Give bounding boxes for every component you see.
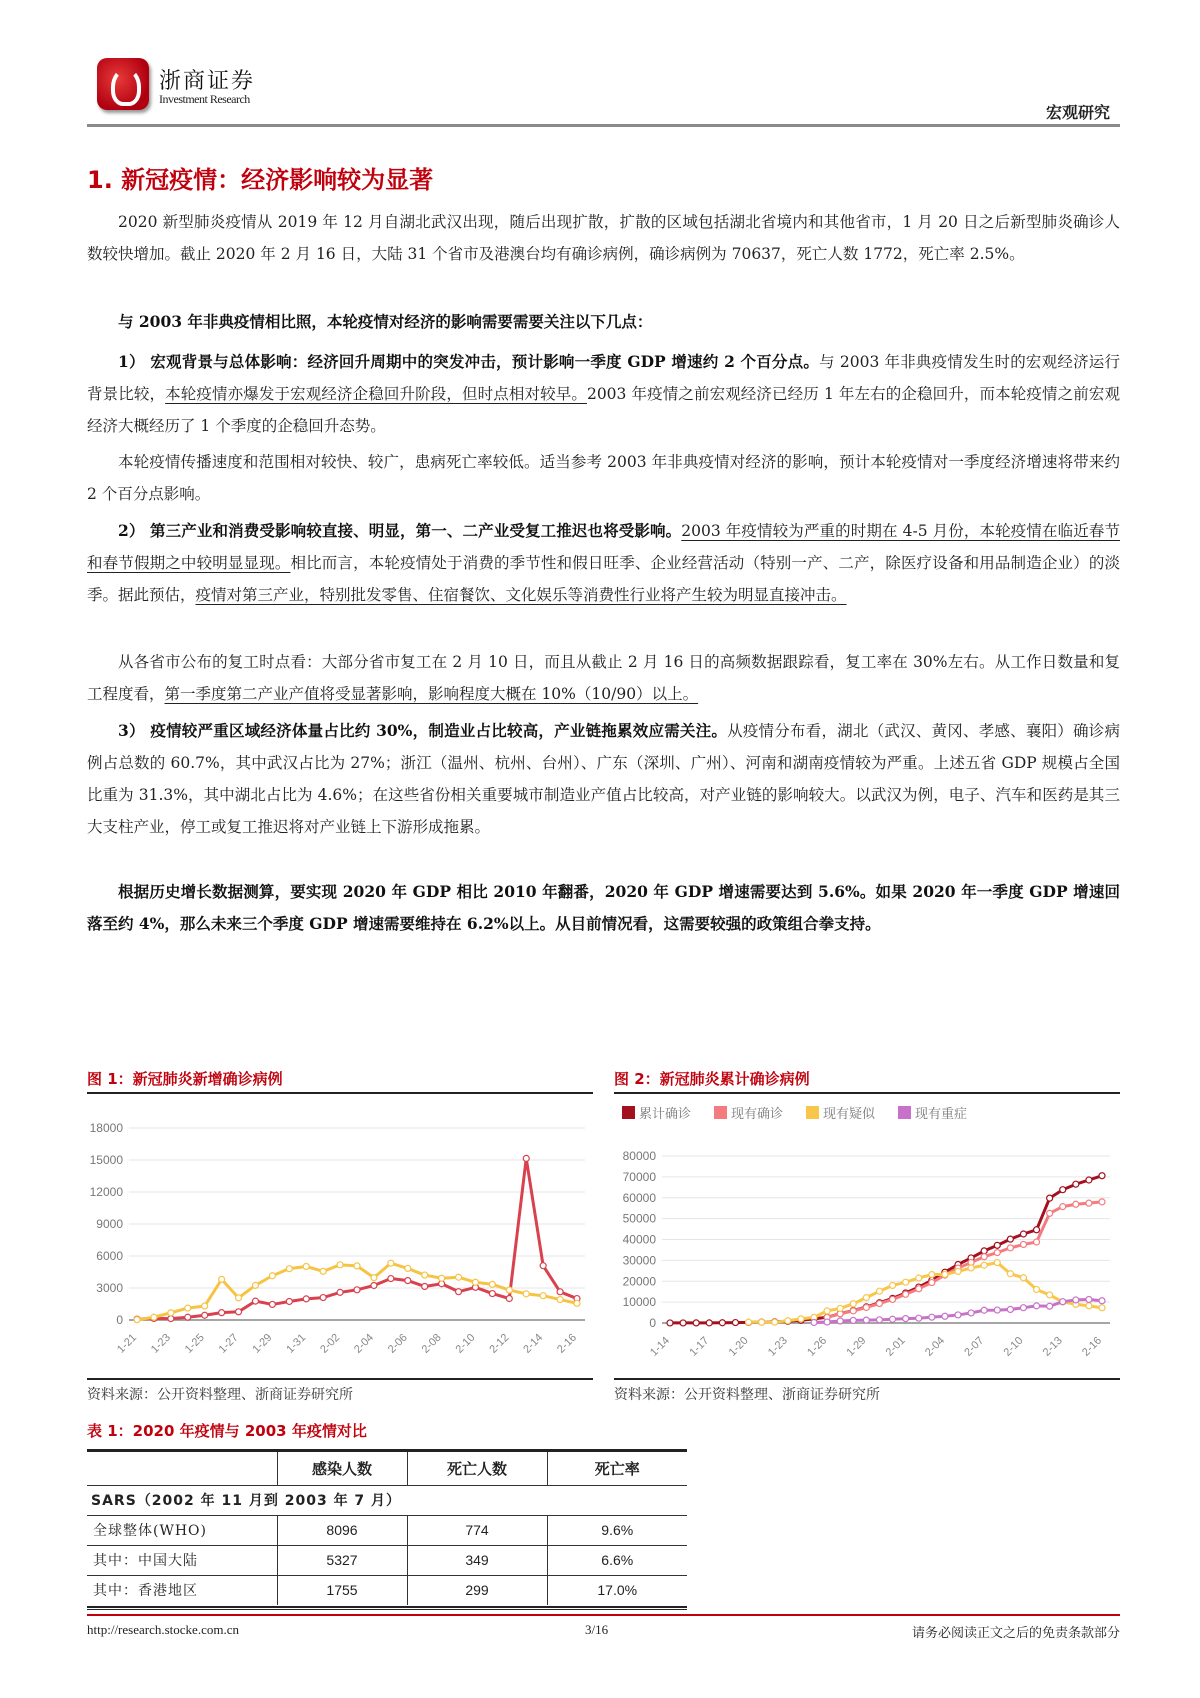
footer-divider	[87, 1614, 1120, 1616]
data-point	[1099, 1305, 1105, 1311]
data-point	[523, 1291, 529, 1297]
brand-name-en: Investment Research	[159, 92, 250, 106]
data-point	[1007, 1236, 1013, 1242]
paragraph-point-3	[87, 715, 1120, 843]
data-point	[1099, 1199, 1105, 1205]
data-point	[269, 1301, 275, 1307]
footer-url-link[interactable]: http://research.stocke.com.cn	[87, 1622, 239, 1637]
x-tick-label: 2-07	[962, 1334, 987, 1359]
data-point	[968, 1310, 974, 1316]
data-point	[439, 1275, 445, 1281]
data-point	[252, 1282, 258, 1288]
y-tick-label: 15000	[89, 1153, 123, 1167]
y-tick-label: 9000	[96, 1217, 123, 1231]
data-point	[523, 1155, 529, 1161]
data-point	[981, 1254, 987, 1260]
data-point	[850, 1308, 856, 1314]
point-3-heading: 3） 疫情较严重区域经济体量占比约 30%，制造业占比较高，产业链拖累效应需关注。	[118, 721, 728, 740]
x-tick-label: 1-17	[687, 1334, 712, 1359]
data-point	[667, 1320, 673, 1326]
data-point	[489, 1291, 495, 1297]
y-tick-label: 30000	[622, 1253, 656, 1268]
y-tick-label: 10000	[622, 1295, 656, 1310]
text: 从各省市公布的复工时点看：大部分省市复工在 2 月 10 日，而且从截止 2 月 16 日的高频数据跟踪看，复工率在 30%左右。从工作日数量和复工程度看，	[87, 653, 1120, 703]
data-point	[151, 1314, 157, 1320]
data-point	[506, 1287, 512, 1293]
data-point	[286, 1266, 292, 1272]
y-tick-label: 0	[116, 1313, 123, 1327]
bold-text: 根据历史增长数据测算，要实现 2020 年 GDP 相比 2010 年翻番，2020 年 GDP 增速需要达到 5.6%。如果 2020 年一季度 GDP 增速回落至约 4%，那么未来三个季度 GDP 增速需要维持在 6.2%以上。从目前情况看，这需要较强的政策组合拳支持。	[87, 882, 1120, 933]
data-point	[405, 1265, 411, 1271]
paragraph-point-1-detail: 本轮疫情传播速度和范围相对较快、较广，患病死亡率较低。适当参考 2003 年非典疫情对经济的影响，预计本轮疫情对一季度经济增速将带来约 2 个百分点影响。	[87, 453, 1120, 503]
data-point	[371, 1275, 377, 1281]
header-divider	[87, 124, 1120, 127]
data-point	[354, 1263, 360, 1269]
legend-label: 累计确诊	[639, 1107, 692, 1122]
table-row	[87, 1515, 687, 1545]
data-point	[1034, 1286, 1040, 1292]
data-point	[981, 1248, 987, 1254]
data-point	[916, 1275, 922, 1281]
table-row	[87, 1545, 687, 1575]
x-tick-label: 2-04	[922, 1334, 948, 1359]
section-tag: 宏观研究	[1045, 103, 1110, 122]
x-tick-label: 1-23	[765, 1334, 790, 1359]
legend-swatch	[806, 1106, 819, 1119]
legend-swatch	[622, 1106, 635, 1119]
legend-label: 现有确诊	[731, 1107, 784, 1122]
chart-new-confirmed-cases	[87, 1098, 593, 1378]
paragraph-comparison-lead	[87, 306, 1120, 338]
data-point	[472, 1279, 478, 1285]
table-group-label: SARS（2002 年 11 月到 2003 年 7 月）	[87, 1485, 687, 1515]
figure-2-source: 资料来源：公开资料整理、浙商证券研究所	[614, 1387, 880, 1403]
figure-1-rule	[87, 1092, 593, 1094]
data-point	[1086, 1303, 1092, 1309]
data-point	[236, 1295, 242, 1301]
data-point	[1034, 1303, 1040, 1309]
data-point	[1073, 1181, 1079, 1187]
table-cell: 其中：中国大陆	[87, 1545, 277, 1575]
underlined-text: 疫情对第三产业，特别批发零售、住宿餐饮、文化娱乐等消费性行业将产生较为明显直接冲击。	[195, 586, 847, 604]
data-point	[456, 1289, 462, 1295]
underlined-text: 本轮疫情亦爆发于宏观经济企稳回升阶段，但时点相对较早。	[165, 385, 587, 403]
text: 2003 年疫情之前宏观经济已经历 1 年左右的企稳回升，而本轮疫情之前宏观经济大概经历了 1 个季度的企稳回升态势。	[87, 385, 1120, 435]
x-tick-label: 2-01	[883, 1334, 908, 1359]
figure-2-bottom-rule	[614, 1378, 1120, 1380]
data-point	[994, 1260, 1000, 1266]
x-tick-label: 2-10	[453, 1331, 478, 1356]
data-point	[337, 1262, 343, 1268]
data-point	[489, 1281, 495, 1287]
data-point	[746, 1319, 752, 1325]
data-point	[1007, 1245, 1013, 1251]
paragraph-point-1	[87, 346, 1120, 442]
data-point	[303, 1263, 309, 1269]
data-point	[850, 1317, 856, 1323]
data-point	[1047, 1292, 1053, 1298]
data-point	[916, 1315, 922, 1321]
figure-1-title: 图 1：新冠肺炎新增确诊病例	[87, 1070, 283, 1088]
point-1-heading: 1） 宏观背景与总体影响：经济回升周期中的突发冲击，预计影响一季度 GDP 增速约 2 个百分点。	[118, 352, 820, 371]
data-point	[1034, 1227, 1040, 1233]
paragraph-intro: 2020 新型肺炎疫情从 2019 年 12 月自湖北武汉出现，随后出现扩散，扩散的区域包括湖北省境内和其他省市，1 月 20 日之后新型肺炎确诊人数较快增加。截止 2020 年 2 月 16 日，大陆 31 个省市及港澳台均有确诊病例，确诊病例为 70637，死亡人数 1772，死亡率 2.5%。	[87, 213, 1120, 263]
data-point	[1060, 1187, 1066, 1193]
data-point	[876, 1301, 882, 1307]
legend-label: 现有疑似	[823, 1107, 876, 1122]
y-tick-label: 80000	[622, 1149, 656, 1163]
data-point	[994, 1242, 1000, 1248]
x-tick-label: 2-08	[419, 1331, 444, 1356]
table-header-cell: 死亡人数	[407, 1452, 547, 1485]
page-number: 3/16	[585, 1622, 609, 1637]
data-point	[1086, 1177, 1092, 1183]
section-title: 1. 新冠疫情：经济影响较为显著	[87, 166, 434, 194]
x-tick-label: 1-26	[805, 1334, 830, 1359]
x-tick-label: 2-06	[385, 1331, 410, 1356]
series-line	[137, 1158, 577, 1319]
figure-2-rule	[614, 1092, 1120, 1094]
data-point	[929, 1314, 935, 1320]
legend-swatch	[714, 1106, 727, 1119]
data-point	[890, 1316, 896, 1322]
data-point	[863, 1295, 869, 1301]
brand-name-cn: 浙商证券	[159, 69, 256, 94]
data-point	[456, 1274, 462, 1280]
table-cell: 9.6%	[547, 1515, 687, 1545]
data-point	[798, 1316, 804, 1322]
data-point	[540, 1263, 546, 1269]
table-1-title: 表 1：2020 年疫情与 2003 年疫情对比	[87, 1422, 367, 1440]
data-point	[337, 1289, 343, 1295]
table-cell: 1755	[277, 1575, 407, 1605]
data-point	[981, 1307, 987, 1313]
x-tick-label: 1-25	[182, 1331, 207, 1356]
data-point	[168, 1310, 174, 1316]
x-tick-label: 1-21	[115, 1331, 140, 1356]
page-header	[87, 58, 1120, 128]
data-point	[185, 1314, 191, 1320]
data-point	[759, 1319, 765, 1325]
x-tick-label: 1-31	[284, 1331, 309, 1356]
x-tick-label: 2-16	[1080, 1334, 1105, 1359]
x-tick-label: 1-29	[844, 1334, 869, 1359]
data-point	[168, 1316, 174, 1322]
text: 从疫情分布看，湖北（武汉、黄冈、孝感、襄阳）确诊病例占总数的 60.7%，其中武汉占比为 27%；浙江（温州、杭州、台州）、广东（深圳、广州）、河南和湖南疫情较为严重。上述五省 GDP 规模占全国比重为 31.3%，其中湖北占比为 4.6%；在这些省份相关重要城市制造业产值占比较高，对产业链的影响较大。以武汉为例，电子、汽车和医药是其三大支柱产业，停工或复工推迟将对产业链上下游形成拖累。	[87, 722, 1120, 836]
zheshang-logo-icon	[97, 58, 149, 110]
legend-swatch	[898, 1106, 911, 1119]
x-tick-label: 2-10	[1001, 1334, 1026, 1359]
data-point	[1034, 1239, 1040, 1245]
data-point	[903, 1316, 909, 1322]
paragraph-gdp-target	[87, 876, 1120, 940]
data-point	[837, 1318, 843, 1324]
data-point	[557, 1289, 563, 1295]
bold-text: 与 2003 年非典疫情相比照，本轮疫情对经济的影响需要需要关注以下几点：	[118, 312, 653, 331]
data-point	[1073, 1297, 1079, 1303]
data-point	[202, 1312, 208, 1318]
data-point	[354, 1287, 360, 1293]
data-point	[1099, 1173, 1105, 1179]
data-point	[1086, 1200, 1092, 1206]
data-point	[837, 1305, 843, 1311]
table-cell: 6.6%	[547, 1545, 687, 1575]
paragraph-resumption	[87, 646, 1120, 710]
text: 相比而言，本轮疫情处于消费的季节性和假日旺季、企业经营活动（特别一产、二产，除医疗设备和用品制造企业）的淡季。据此预估，	[87, 554, 1120, 604]
data-point	[968, 1265, 974, 1271]
data-point	[680, 1320, 686, 1326]
y-tick-label: 12000	[89, 1185, 123, 1199]
x-tick-label: 2-14	[521, 1331, 546, 1356]
data-point	[286, 1298, 292, 1304]
data-point	[1020, 1241, 1026, 1247]
data-point	[219, 1276, 225, 1282]
x-tick-label: 2-13	[1040, 1334, 1065, 1359]
data-point	[1007, 1271, 1013, 1277]
comparison-table	[87, 1452, 687, 1605]
data-point	[981, 1262, 987, 1268]
legend-label: 现有重症	[915, 1107, 968, 1122]
data-point	[824, 1308, 830, 1314]
y-tick-label: 3000	[96, 1281, 123, 1295]
data-point	[320, 1295, 326, 1301]
data-point	[202, 1303, 208, 1309]
chart-cumulative-confirmed-cases	[614, 1098, 1120, 1378]
data-point	[1060, 1204, 1066, 1210]
data-point	[506, 1296, 512, 1302]
y-tick-label: 60000	[622, 1190, 656, 1205]
figure-1-source: 资料来源：公开资料整理、浙商证券研究所	[87, 1387, 353, 1403]
table-cell: 349	[407, 1545, 547, 1575]
y-tick-label: 0	[649, 1316, 656, 1330]
data-point	[1047, 1195, 1053, 1201]
y-tick-label: 70000	[622, 1169, 656, 1184]
y-tick-label: 20000	[622, 1274, 656, 1289]
x-tick-label: 1-20	[726, 1334, 751, 1359]
table-cell: 774	[407, 1515, 547, 1545]
data-point	[320, 1268, 326, 1274]
data-point	[1007, 1306, 1013, 1312]
data-point	[916, 1286, 922, 1292]
data-point	[219, 1310, 225, 1316]
data-point	[1086, 1296, 1092, 1302]
data-point	[811, 1320, 817, 1326]
data-point	[903, 1279, 909, 1285]
table-cell: 5327	[277, 1545, 407, 1575]
y-tick-label: 40000	[622, 1232, 656, 1247]
table-header-cell: 感染人数	[277, 1452, 407, 1485]
data-point	[422, 1283, 428, 1289]
figure-2-title: 图 2：新冠肺炎累计确诊病例	[614, 1070, 810, 1088]
data-point	[574, 1300, 580, 1306]
data-point	[863, 1304, 869, 1310]
text: 与 2003 年非典疫情发生时的宏观经济运行背景比较，	[87, 353, 1120, 403]
data-point	[236, 1309, 242, 1315]
data-point	[955, 1268, 961, 1274]
x-tick-label: 1-29	[250, 1331, 275, 1356]
data-point	[388, 1260, 394, 1266]
data-point	[929, 1280, 935, 1286]
y-tick-label: 50000	[622, 1211, 656, 1226]
underlined-text: 第一季度第二产业产值将受显著影响，影响程度大概在 10%（10/90）以上。	[164, 685, 699, 703]
paragraph-point-2	[87, 515, 1120, 611]
data-point	[1047, 1210, 1053, 1216]
data-point	[890, 1282, 896, 1288]
data-point	[388, 1276, 394, 1282]
data-point	[876, 1317, 882, 1323]
y-tick-label: 18000	[89, 1121, 123, 1135]
data-point	[134, 1317, 140, 1323]
data-point	[942, 1271, 948, 1277]
data-point	[1020, 1305, 1026, 1311]
data-point	[693, 1320, 699, 1326]
data-point	[1060, 1299, 1066, 1305]
data-point	[719, 1320, 725, 1326]
x-tick-label: 2-02	[318, 1331, 343, 1356]
data-point	[422, 1272, 428, 1278]
data-point	[890, 1296, 896, 1302]
data-point	[185, 1305, 191, 1311]
table-cell: 17.0%	[547, 1575, 687, 1605]
data-point	[942, 1313, 948, 1319]
y-tick-label: 6000	[96, 1249, 123, 1263]
x-tick-label: 1-14	[648, 1334, 673, 1359]
data-point	[706, 1320, 712, 1326]
data-point	[732, 1320, 738, 1326]
x-tick-label: 2-04	[351, 1331, 377, 1356]
data-point	[850, 1301, 856, 1307]
data-point	[929, 1272, 935, 1278]
x-tick-label: 2-12	[487, 1331, 512, 1356]
table-row	[87, 1575, 687, 1605]
data-point	[303, 1296, 309, 1302]
table-bottom-rule	[87, 1606, 687, 1610]
x-tick-label: 2-16	[555, 1331, 580, 1356]
data-point	[876, 1288, 882, 1294]
data-point	[252, 1298, 258, 1304]
table-cell: 299	[407, 1575, 547, 1605]
footer-disclaimer: 请务必阅读正文之后的免责条款部分	[911, 1626, 1120, 1641]
table-cell: 全球整体(WHO)	[87, 1515, 277, 1545]
x-tick-label: 1-23	[148, 1331, 173, 1356]
data-point	[1073, 1201, 1079, 1207]
data-point	[903, 1291, 909, 1297]
table-group-row	[87, 1485, 687, 1515]
data-point	[540, 1293, 546, 1299]
data-point	[824, 1319, 830, 1325]
data-point	[1047, 1303, 1053, 1309]
data-point	[955, 1312, 961, 1318]
data-point	[994, 1307, 1000, 1313]
figure-1-bottom-rule	[87, 1378, 593, 1380]
table-cell: 8096	[277, 1515, 407, 1545]
data-point	[994, 1250, 1000, 1256]
data-point	[772, 1319, 778, 1325]
table-cell: 其中：香港地区	[87, 1575, 277, 1605]
data-point	[1020, 1275, 1026, 1281]
underlined-text: 2003 年疫情较为严重的时期在 4-5 月份，本轮疫情在临近春节和春节假期之中较明显显现。	[87, 522, 1120, 572]
table-header-cell: 死亡率	[547, 1452, 687, 1485]
table-header-cell	[87, 1452, 277, 1485]
table-header-row	[87, 1452, 687, 1485]
x-tick-label: 1-27	[216, 1331, 241, 1356]
data-point	[405, 1278, 411, 1284]
point-2-heading: 2） 第三产业和消费受影响较直接、明显，第一、二产业受复工推迟也将受影响。	[118, 521, 682, 540]
data-point	[785, 1318, 791, 1324]
data-point	[863, 1317, 869, 1323]
data-point	[371, 1282, 377, 1288]
data-point	[269, 1273, 275, 1279]
data-point	[1020, 1231, 1026, 1237]
data-point	[557, 1297, 563, 1303]
data-point	[1099, 1298, 1105, 1304]
